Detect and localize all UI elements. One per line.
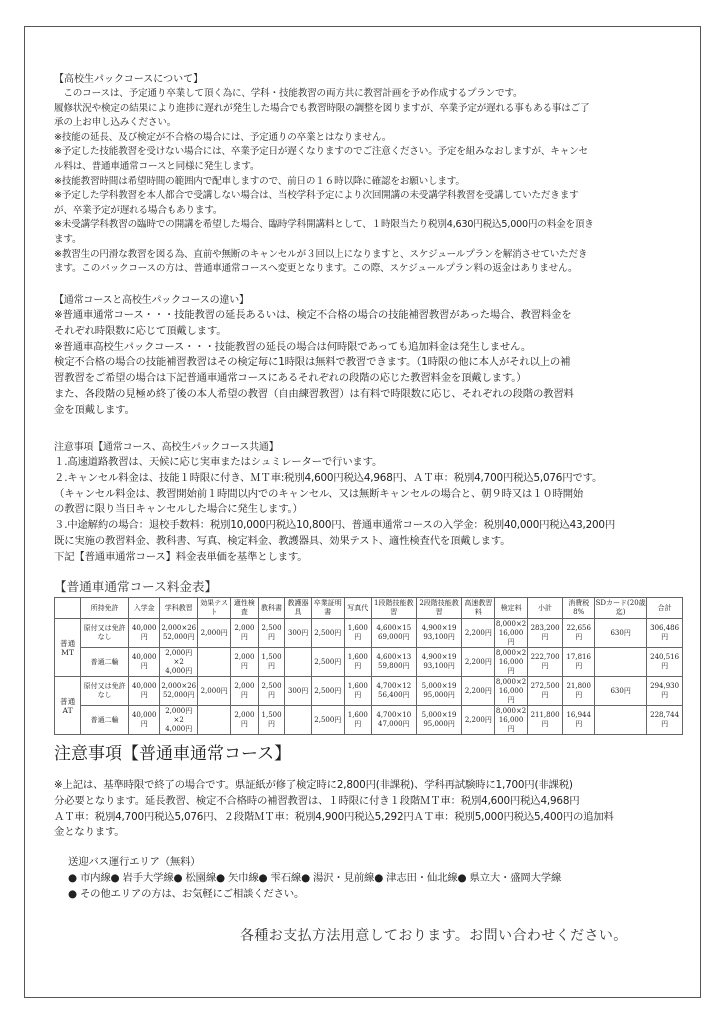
text-line: それぞれ時限数に応じて頂戴します。: [54, 324, 227, 337]
fee-cell: 294,930円: [647, 677, 683, 706]
fee-cell: 2,000円: [231, 677, 259, 706]
fee-cell: 5,000×19 95,000円: [416, 677, 461, 706]
fee-header-cell: 1段階技能教習: [371, 598, 416, 619]
fee-header-cell: 高速教習料: [462, 598, 495, 619]
bus-title: 送迎バス運行エリア（無料）: [68, 856, 201, 868]
section-highschool-pack: [54, 72, 690, 277]
text-line: ※技能の延長、及び検定が不合格の場合には、予定通りの卒業とはなりません。: [54, 131, 392, 143]
fee-cell: 2,500円: [258, 677, 285, 706]
caution-title: 注意事項【普通車通常コース】: [54, 744, 292, 764]
fee-cell: 普通二輪: [81, 706, 129, 735]
text-line: このコースは、予定通り卒業して頂く為に、学科・技能教習の両方共に教習計画を予め作成するプランです。: [54, 88, 523, 99]
fee-cell: 8,000×2 16,000円: [495, 619, 527, 646]
bus-area: [68, 855, 688, 902]
fee-cell: 4,600×15 69,000円: [371, 619, 416, 648]
text-line: ＡＴ車：税別4,700円税込5,076円、２段階ＭＴ車：税別4,900円税込5,292円ＡＴ車：税別5,000円税込5,400円の追加料: [54, 810, 614, 823]
fee-cell: 4,700×10 47,000円: [371, 706, 416, 735]
text-line: 分必要となります。延長教習、検定不合格時の補習教習は、１時限に付き１段階ＭＴ車：税別4,600円税込4,968円: [54, 794, 580, 807]
fee-cell: 原付又は免許なし: [81, 677, 129, 706]
fee-cell: 1,600円: [344, 706, 371, 735]
fee-header-cell: 2段階技能教習: [416, 598, 461, 619]
fee-cell: 272,500円: [527, 677, 563, 706]
fee-cell: 21,800円: [563, 677, 595, 706]
fee-cell: [285, 648, 311, 677]
fee-table-title: 【普通車通常コース料金表】: [54, 579, 218, 594]
fee-cell: 1,500円: [258, 648, 285, 677]
fee-cell: 16,944円: [563, 706, 595, 735]
fee-cell: 40,000円: [129, 619, 160, 648]
section-course-difference: [54, 293, 690, 419]
closing-message: 各種お支払方法用意しております。お問い合わせください。: [240, 928, 628, 944]
fee-cell: 2,500円: [311, 619, 344, 648]
fee-header-cell: 学科教習: [160, 598, 198, 619]
fee-table-row: [55, 677, 683, 706]
fee-header-cell: 所持免許: [81, 598, 129, 619]
fee-header-cell: [55, 598, 81, 619]
section-title: 【通常コースと高校生パックコースの違い】: [54, 295, 249, 306]
fee-cell: 2,500円: [311, 677, 344, 706]
text-line: 検定不合格の場合の技能補習教習はその検定毎に1時限は無料で教習できます。（1時限の他に本人がそれ以上の補: [54, 356, 571, 369]
fee-header-cell: 消費税8%: [563, 598, 595, 619]
fee-group-label: 普通MT: [55, 619, 81, 677]
fee-cell: 240,516円: [647, 648, 683, 677]
text-line: 承の上お申し込みください。: [54, 117, 177, 129]
text-line: また、各段階の見極め終了後の本人希望の教習（自由練習教習）は有料で時限数に応じ、それぞれの段階の教習料: [54, 387, 574, 400]
text-line: ※予定した技能教習を受けない場合には、卒業予定日が遅くなりますのでご注意ください。予定を組みなおしますが、キャンセ: [54, 146, 588, 158]
fee-cell: 211,800円: [527, 706, 563, 735]
text-line: 下記【普通車通常コース】料金表単価を基準とします。: [54, 550, 308, 563]
caution-body: [54, 778, 690, 841]
fee-cell: [198, 706, 231, 735]
fee-cell: 2,000円×2 4,000円: [160, 648, 198, 677]
fee-cell: 222,700円: [527, 648, 563, 677]
fee-cell: [595, 648, 647, 677]
fee-cell: 22,656円: [563, 619, 595, 648]
fee-cell: 300円: [285, 619, 311, 648]
text-line: 習教習をご希望の場合は下記普通車通常コースにあるそれぞれの段階の応じた教習料金を頂戴します。）: [54, 372, 527, 385]
fee-cell: 2,200円: [462, 706, 495, 735]
section-body: [54, 87, 690, 277]
section-body: [54, 455, 690, 566]
fee-cell: 1,600円: [344, 677, 371, 706]
text-line: ※教習生の円滑な教習を図る為、直前や無断のキャンセルが３回以上になりますと、スケジュールプランを解消させていただき: [54, 248, 588, 260]
fee-cell: 228,744円: [647, 706, 683, 735]
fee-header-cell: 写真代: [344, 598, 371, 619]
text-line: が、卒業予定が遅れる場合もあります。: [54, 204, 223, 216]
fee-cell: 4,700×12 56,400円: [371, 677, 416, 706]
fee-cell: 1,600円: [344, 619, 371, 648]
fee-cell: 17,816円: [563, 648, 595, 677]
fee-cell: 2,500円: [311, 648, 344, 677]
fee-cell: 2,000円×2 4,000円: [160, 706, 198, 735]
fee-cell: 2,000円: [231, 648, 259, 677]
fee-header-cell: 効果テスト: [198, 598, 231, 619]
fee-cell: 2,000×26 52,000円: [160, 619, 198, 648]
fee-header-cell: 合計: [647, 598, 683, 619]
fee-cell: [285, 706, 311, 735]
text-line: 金を頂戴します。: [54, 403, 135, 416]
text-line: ル料は、普通車通常コースと同様に発生します。: [54, 160, 260, 172]
text-line: ※上記は、基準時限で終了の場合です。県証紙が修了検定時に2,800円(非課税)、学科再試験時に1,700円(非課税): [54, 779, 573, 791]
text-line: （キャンセル料金は、教習開始前１時間以内でのキャンセル、又は無断キャンセルの場合と、朝９時又は１０時開始: [54, 487, 584, 500]
text-line: ※未受講学科教習の臨時での開講を希望した場合、臨時学科開講料として、１時限当たり税別4,630円税込5,000円の料金を頂き: [54, 219, 594, 231]
fee-cell: [198, 648, 231, 677]
text-line: ※普通車高校生パックコース・・・技能教習の延長の場合は何時限であっても追加料金は発生しません。: [54, 340, 532, 353]
fee-cell: 2,500円: [258, 619, 285, 648]
text-line: ● 市内線● 岩手大学線● 松園線● 矢巾線● 雫石線● 湯沢・見前線● 津志田・仙北線● 県立大・盛岡大学線: [68, 871, 562, 884]
text-line: 金となります。: [54, 826, 125, 839]
fee-cell: 40,000円: [129, 648, 160, 677]
fee-header-cell: SDカード(20歳迄): [595, 598, 647, 619]
fee-cell: 4,900×19 93,100円: [416, 648, 461, 677]
fee-table-row: [55, 706, 683, 735]
fee-cell: 40,000円: [129, 706, 160, 735]
text-line: ３.中途解約の場合：退校手数料：税別10,000円税込10,800円、普通車通常コースの入学金：税別40,000円税込43,200円: [54, 519, 616, 532]
text-line: ます。: [54, 233, 82, 245]
section-body: [54, 308, 690, 419]
text-line: ※予定した学科教習を本人都合で受講しない場合は、当校学科予定により次回開講の未受講学科教習を受講していただきます: [54, 190, 579, 202]
fee-cell: 4,600×13 59,800円: [371, 648, 416, 677]
text-line: ● その他エリアの方は、お気軽にご相談ください。: [68, 887, 305, 900]
fee-cell: 630円: [595, 619, 647, 648]
text-line: １.高速道路教習は、天候に応じ実車またはシュミレーターで行います。: [54, 456, 383, 468]
fee-cell: 306,486円: [647, 619, 683, 648]
text-line: 履修状況や検定の結果により進捗に遅れが発生した場合でも教習時限の調整を図りますが、卒業予定が遅れる事もある事はご了: [54, 102, 590, 114]
fee-cell: 2,000円: [231, 619, 259, 648]
fee-cell: 283,200円: [527, 619, 563, 648]
fee-cell: 5,000×19 95,000円: [416, 706, 461, 735]
fee-cell: 630円: [595, 677, 647, 706]
fee-group-label: 普通AT: [55, 677, 81, 735]
fee-cell: 2,000×26 52,000円: [160, 677, 198, 706]
text-line: の教習に限り当日キャンセルした場合に発生します。）: [54, 503, 303, 516]
fee-header-cell: 検定料: [495, 598, 527, 619]
fee-table: [54, 597, 683, 735]
fee-cell: 1,500円: [258, 706, 285, 735]
fee-cell: 2,200円: [462, 648, 495, 677]
fee-header-cell: 教護器具: [285, 598, 311, 619]
text-line: ます。このパックコースの方は、普通車通常コースへ変更となります。この際、スケジュールプラン料の返金はありません。: [54, 263, 578, 275]
fee-cell: 4,900×19 93,100円: [416, 619, 461, 648]
fee-cell: 2,000円: [231, 706, 259, 735]
fee-table-row: [55, 619, 683, 648]
fee-cell: [595, 706, 647, 735]
fee-cell: 8,000×2 16,000円: [495, 706, 527, 733]
text-line: ２.キャンセル料金は、技能１時限に付き、ＭＴ車:税別4,600円税込4,968円、ＡＴ車：税別4,700円税込5,076円です。: [54, 471, 603, 484]
section-title: 【高校生パックコースについて】: [54, 74, 204, 85]
section-title: 注意事項【通常コース、高校生パックコース共通】: [54, 442, 279, 453]
fee-header-cell: 入学金: [129, 598, 160, 619]
fee-cell: 8,000×2 16,000円: [495, 648, 527, 675]
fee-cell: 原付又は免許なし: [81, 619, 129, 648]
fee-cell: 2,200円: [462, 677, 495, 706]
fee-cell: 8,000×2 16,000円: [495, 677, 527, 704]
fee-cell: 300円: [285, 677, 311, 706]
fee-cell: 2,200円: [462, 619, 495, 648]
fee-header-cell: 教科書: [258, 598, 285, 619]
fee-table-header-row: [55, 598, 683, 619]
fee-cell: 40,000円: [129, 677, 160, 706]
fee-cell: 2,500円: [311, 706, 344, 735]
fee-header-cell: 適性検査: [231, 598, 259, 619]
text-line: 既に実施の教習料金、教科書、写真、検定料金、教護器具、効果テスト、適性検査代を頂戴します。: [54, 534, 511, 547]
fee-table-row: [55, 648, 683, 677]
fee-cell: 1,600円: [344, 648, 371, 677]
fee-cell: 2,000円: [198, 677, 231, 706]
fee-cell: 普通二輪: [81, 648, 129, 677]
fee-header-cell: 卒業証明書: [311, 598, 344, 619]
text-line: ※技能教習時間は希望時間の範囲内で配車しますので、前日の１６時以降に確認をお願いします。: [54, 175, 465, 187]
section-common-notes: [54, 440, 690, 566]
fee-cell: 2,000円: [198, 619, 231, 648]
text-line: ※普通車通常コース・・・技能教習の延長あるいは、検定不合格の場合の技能補習教習があった場合、教習料金を: [54, 309, 572, 321]
fee-header-cell: 小計: [527, 598, 563, 619]
